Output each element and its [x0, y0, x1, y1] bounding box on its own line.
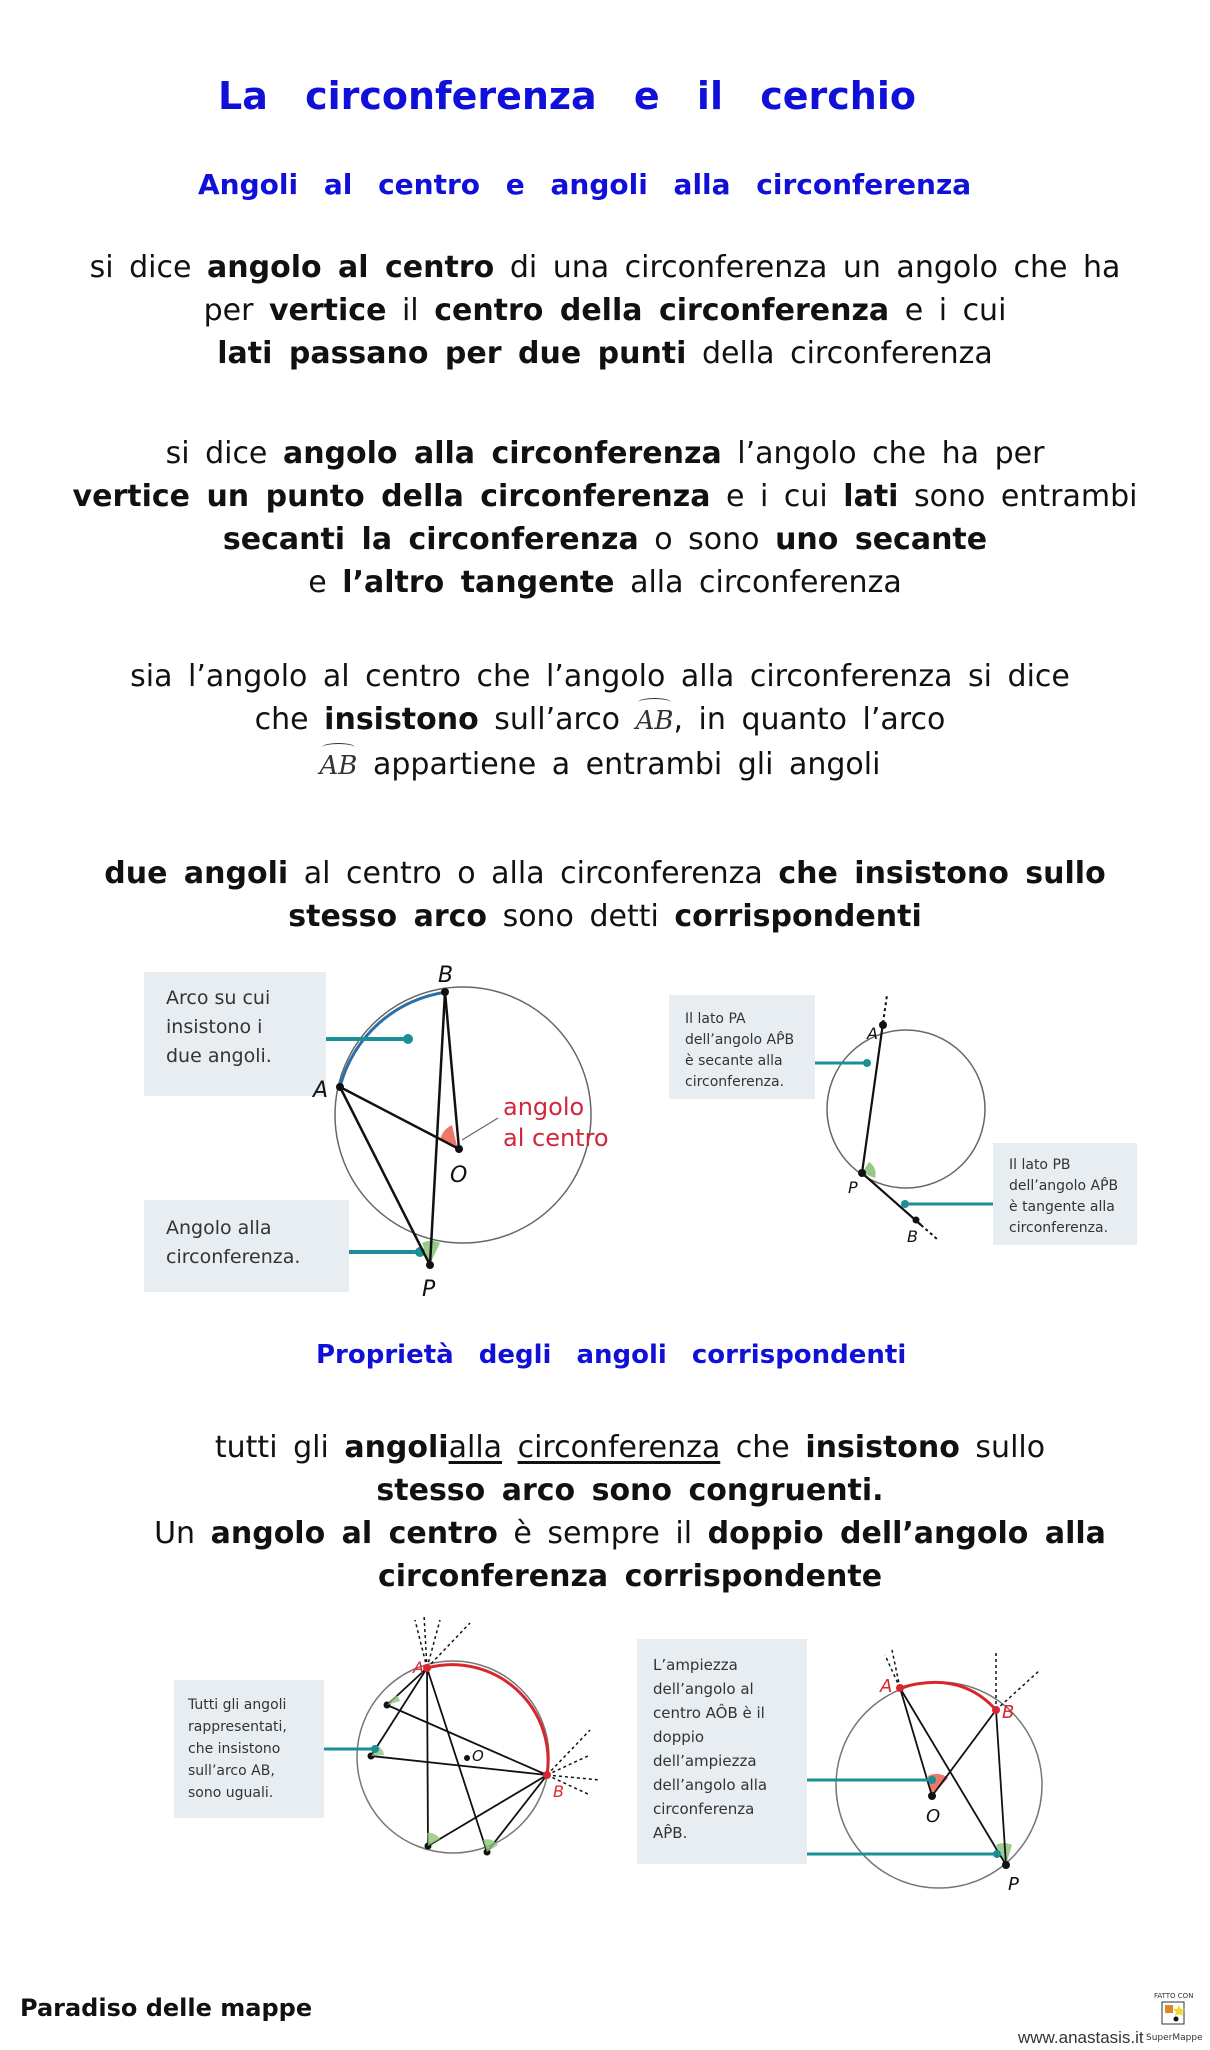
figure-central-double — [630, 1630, 1070, 1900]
point-a-label: A — [413, 1658, 424, 1677]
text: l’angolo che ha per — [737, 436, 1045, 471]
point-o-label: O — [472, 1747, 484, 1765]
term-central-angle: angolo al centro — [207, 250, 495, 285]
callout-line: rappresentati, — [188, 1719, 287, 1735]
term-subtend: insistono — [324, 702, 479, 737]
figure-equal-inscribed-angles — [170, 1615, 610, 1875]
properties-heading: Proprietà degli angoli corrispondenti — [316, 1340, 907, 1370]
circle-diagram — [170, 1615, 610, 1875]
page-subtitle: Angoli al centro e angoli alla circonferenza — [198, 168, 972, 201]
term-corresponding: corrispondenti — [674, 899, 922, 934]
text: sono detti — [502, 899, 659, 934]
callout-line: è secante alla — [685, 1053, 783, 1069]
callout-line: circonferenza. — [1009, 1220, 1109, 1236]
term-one-secant: uno secante — [775, 522, 988, 557]
callout-line: AP̂B. — [653, 1824, 688, 1842]
term-same-arc: che insistono sullo stesso arco — [288, 856, 1106, 934]
callout-line: due angoli. — [166, 1045, 272, 1067]
text: sia l’angolo al centro che l’angolo alla circonferenza si dice che — [130, 659, 1070, 737]
callout-line: L’ampiezza — [653, 1656, 738, 1674]
badge-top-text: FATTO CON — [1154, 1992, 1194, 2000]
text: sull’arco — [494, 702, 621, 737]
callout-line: dell’angolo AP̂B — [1009, 1178, 1119, 1194]
term-double: doppio dell’angolo alla circonferenza corrispondente — [377, 1516, 1106, 1594]
text: è sempre il — [513, 1516, 693, 1551]
text: sullo — [975, 1430, 1046, 1465]
text: e — [308, 565, 327, 600]
text: appartiene a entrambi gli angoli — [372, 747, 881, 782]
point-p-label: P — [422, 1277, 436, 1300]
callout-line: Il lato PB — [1009, 1157, 1071, 1173]
text: , in quanto l’arco — [673, 702, 946, 737]
point-o-label: O — [926, 1806, 941, 1827]
text: tutti gli — [214, 1430, 329, 1465]
term-subtend: insistono — [805, 1430, 960, 1465]
text: e i cui — [726, 479, 828, 514]
callout-line: Tutti gli angoli — [188, 1697, 287, 1713]
callout-line: dell’angolo alla — [653, 1776, 768, 1794]
callout-line: insistono i — [166, 1016, 263, 1038]
definition-corresponding — [70, 852, 1140, 938]
callout-line: sono uguali. — [188, 1785, 274, 1801]
callout-line: dell’angolo AP̂B — [685, 1032, 795, 1048]
point-b-label: B — [553, 1782, 564, 1801]
circle-diagram — [630, 1630, 1070, 1900]
text: Un — [154, 1516, 196, 1551]
callout-line: Il lato PA — [685, 1011, 746, 1027]
callout-line: è tangente alla — [1009, 1199, 1115, 1215]
definition-central-angle — [60, 246, 1150, 375]
callout-line: circonferenza — [653, 1800, 755, 1818]
point-o-label: O — [450, 1163, 468, 1188]
callout-line: centro AÔB è il — [653, 1704, 765, 1722]
text: si dice — [89, 250, 192, 285]
definition-inscribed-angle — [60, 432, 1150, 604]
figure-central-vs-inscribed — [140, 960, 620, 1300]
point-a-label: A — [867, 1024, 878, 1043]
term-sides: lati — [843, 479, 899, 514]
text: o sono — [654, 522, 760, 557]
callout-line: che insistono — [188, 1741, 281, 1757]
term-two-angles: due angoli — [104, 856, 289, 891]
term-vertex: vertice — [268, 293, 387, 328]
point-a-label: A — [313, 1078, 329, 1103]
badge-bottom-text: SuperMappe — [1146, 2033, 1202, 2043]
circle-diagram — [140, 960, 620, 1300]
property-rules — [130, 1426, 1130, 1598]
text: di una circonferenza un angolo che ha per — [203, 250, 1121, 328]
term-sides: lati passano per due punti — [217, 336, 687, 371]
text: al centro o alla circonferenza — [303, 856, 763, 891]
point-b-label: B — [907, 1227, 918, 1245]
term-central-angle: angolo al centro — [210, 1516, 498, 1551]
definition-subtend — [100, 655, 1100, 788]
callout-line: dell’angolo al — [653, 1680, 754, 1698]
figure-secant-tangent — [655, 975, 1135, 1245]
term-angles: angoli — [344, 1430, 449, 1465]
term-center: centro della circonferenza — [434, 293, 890, 328]
text: alla circonferenza — [630, 565, 902, 600]
point-p-label: P — [848, 1178, 858, 1197]
footer-brand: Paradiso delle mappe — [20, 1994, 313, 2022]
text: che — [735, 1430, 790, 1465]
central-angle-label: al centro — [503, 1124, 609, 1152]
page-title: La circonferenza e il cerchio — [218, 74, 916, 118]
callout-line: sull’arco AB, — [188, 1763, 275, 1779]
central-angle-label: angolo — [503, 1093, 585, 1121]
text: sono entrambi — [914, 479, 1138, 514]
text-underlined: circonferenza — [517, 1430, 721, 1465]
footer-site-link[interactable]: www.anastasis.it — [1018, 2028, 1144, 2047]
callout-line: circonferenza. — [166, 1246, 301, 1268]
term-other-tangent: l’altro tangente — [342, 565, 615, 600]
callout-line: doppio — [653, 1728, 705, 1746]
text-underlined: alla — [448, 1430, 503, 1465]
circle-diagram — [655, 975, 1135, 1245]
point-b-label: B — [438, 963, 454, 988]
callout-line: circonferenza. — [685, 1074, 785, 1090]
term-congruent: stesso arco sono congruenti. — [376, 1473, 884, 1508]
arc-ab-symbol: AB — [320, 745, 358, 788]
term-inscribed-angle: angolo alla circonferenza — [282, 436, 722, 471]
arc-ab-symbol: AB — [636, 700, 674, 743]
text: si dice — [165, 436, 268, 471]
point-p-label: P — [1008, 1874, 1019, 1895]
callout-line: Arco su cui — [166, 987, 271, 1009]
term-vertex-point: vertice un punto della circonferenza — [72, 479, 711, 514]
callout-line: Angolo alla — [166, 1217, 272, 1239]
supermappe-badge-icon — [1140, 1988, 1202, 2046]
text: il — [401, 293, 419, 328]
point-b-label: B — [1002, 1702, 1015, 1723]
point-a-label: A — [880, 1676, 893, 1697]
text: della circonferenza — [701, 336, 993, 371]
text: e i cui — [904, 293, 1007, 328]
term-secants: secanti la circonferenza — [222, 522, 639, 557]
callout-line: dell’ampiezza — [653, 1752, 757, 1770]
